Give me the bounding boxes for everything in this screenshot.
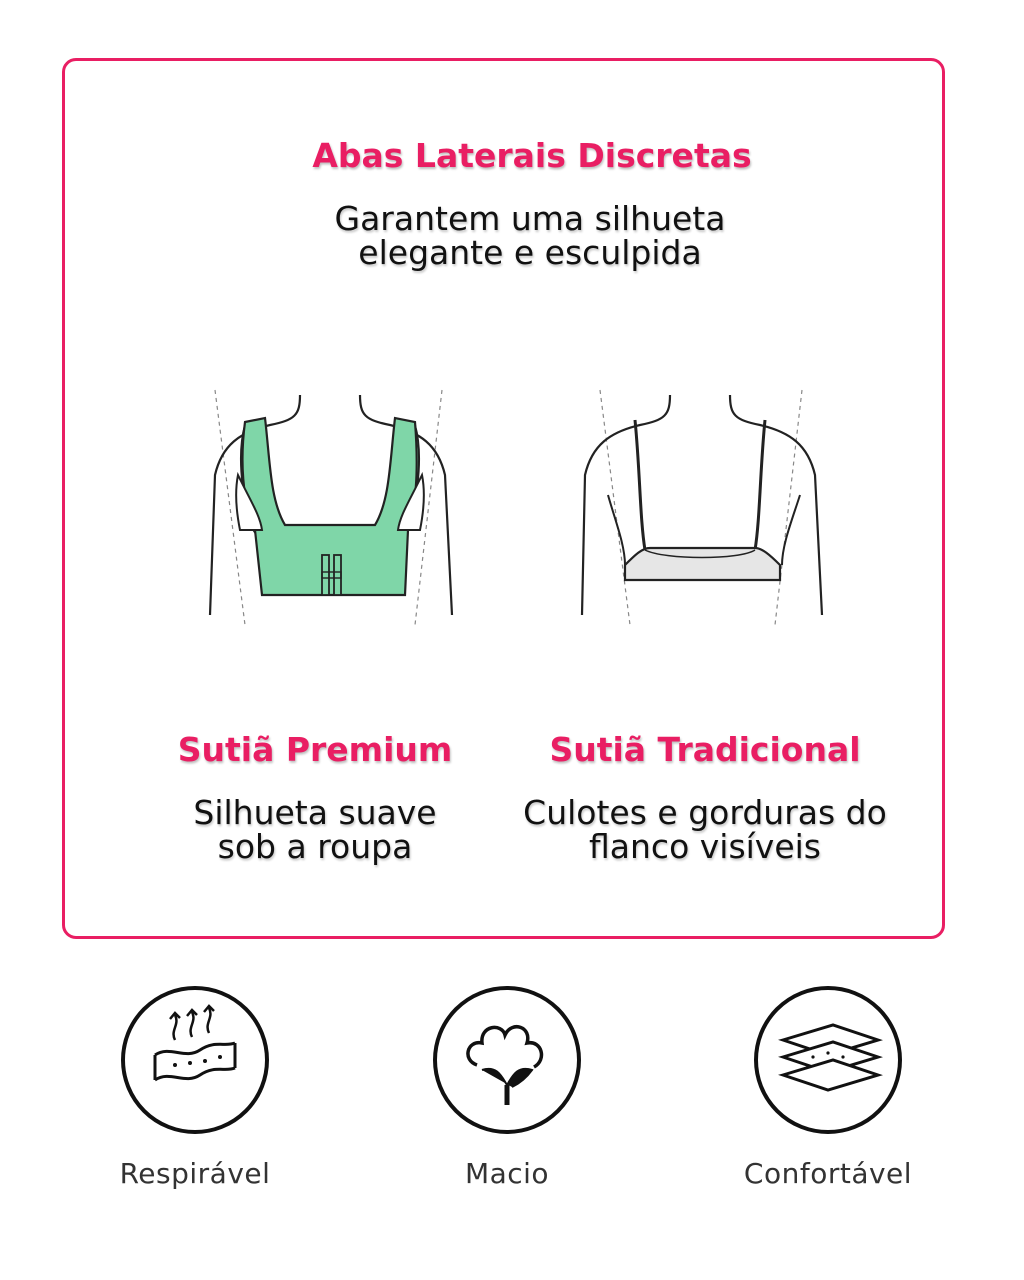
premium-description bbox=[150, 793, 480, 866]
subtitle-line-1: Garantem uma silhueta bbox=[334, 199, 726, 238]
feature-soft-label: Macio bbox=[464, 1157, 550, 1190]
feature-comfortable-label: Confortável bbox=[743, 1157, 913, 1190]
premium-title: Sutiã Premium bbox=[177, 730, 453, 769]
page-subtitle bbox=[180, 199, 880, 272]
feature-soft bbox=[377, 985, 637, 1190]
traditional-bra-illustration bbox=[570, 380, 835, 630]
cotton-flower-icon bbox=[432, 985, 582, 1135]
feature-comfortable bbox=[698, 985, 958, 1190]
premium-desc-line-2: sob a roupa bbox=[217, 827, 413, 866]
feature-breathable bbox=[65, 985, 325, 1190]
premium-bra-illustration bbox=[200, 380, 465, 630]
traditional-description bbox=[485, 793, 925, 866]
subtitle-line-2: elegante e esculpida bbox=[358, 233, 702, 272]
page-title: Abas Laterais Discretas bbox=[312, 136, 752, 175]
feature-breathable-label: Respirável bbox=[119, 1157, 271, 1190]
premium-desc-line-1: Silhueta suave bbox=[193, 793, 437, 832]
traditional-title: Sutiã Tradicional bbox=[549, 730, 861, 769]
traditional-desc-line-2: flanco visíveis bbox=[589, 827, 821, 866]
layers-icon bbox=[753, 985, 903, 1135]
breathable-fabric-icon bbox=[120, 985, 270, 1135]
traditional-desc-line-1: Culotes e gorduras do bbox=[523, 793, 887, 832]
